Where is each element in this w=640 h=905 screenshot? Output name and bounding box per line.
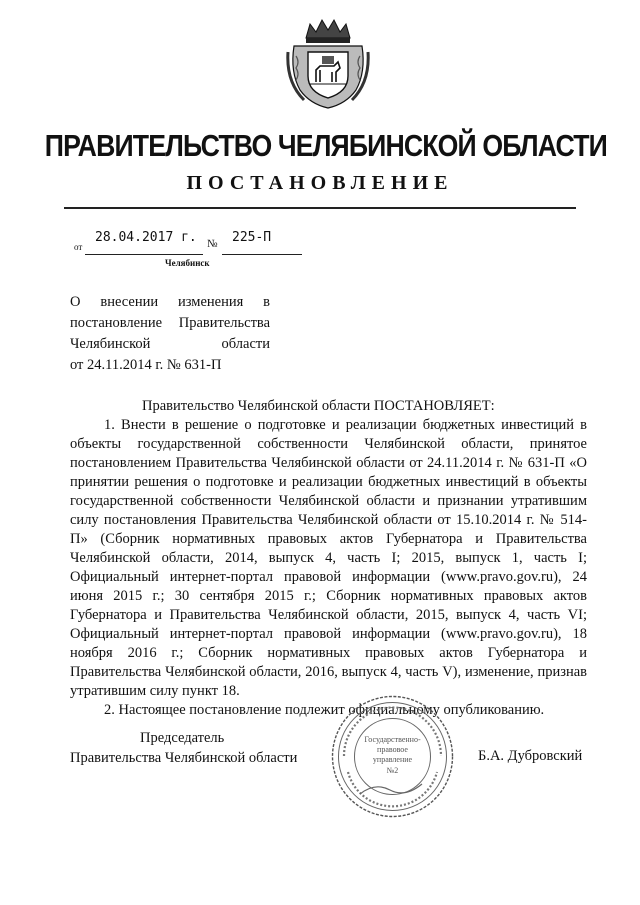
document-date: 28.04.2017 г. [95, 230, 197, 245]
body-item-1: 1. Внести в решение о подготовке и реализации бюджетных инвестиций в объекты государственной собственности Челябинской области, принятое постановлением Правительства Челябинской области от 24.11.2014 г. № 631-П «О принятии решения о подготовке и реализации бюджетных инвестиций в объекты государственной собственности Челябинской области и признании утратившим силу постановления Правительства Челябинской области от 15.10.2014 г. № 514-П» (Сборник нормативных правовых актов Губернатора и Правительства Челябинской области, 2014, выпуск 4, часть I; 2015, выпуск 1, часть I; Официальный интернет-портал правовой информации (www.pravo.gov.ru), 24 июня 2015 г.; 30 сентября 2015 г.; Сборник нормативных правовых актов Губернатора и Правительства Челябинской области, 2015, выпуск 4, часть VI; Официальный интернет-портал правовой информации (www.pravo.gov.ru), 18 ноября 2016 г.; Сборник нормативных правовых актов Губернатора и Правительства Челябинской области, 2016, выпуск 4, часть V), изменение, признав утратившим силу пункт 18. [70, 417, 587, 699]
subject-line: О внесении изменения в [70, 294, 270, 310]
document-body [70, 397, 587, 720]
number-underline [222, 254, 302, 255]
document-number: 225-П [232, 230, 272, 245]
signatory-title-line2: Правительства Челябинской области [70, 750, 298, 766]
document-type: ПОСТАНОВЛЕНИЕ [186, 172, 454, 194]
stamp-text: правовое [377, 745, 408, 754]
signatory-name: Б.А. Дубровский [478, 748, 583, 764]
signatory-title-line1: Председатель [140, 730, 225, 746]
number-label: № [207, 238, 218, 250]
subject-line: от 24.11.2014 г. № 631-П [70, 357, 222, 373]
stamp-text: Государственно- [364, 735, 421, 744]
header-divider [64, 207, 576, 209]
document-city: Челябинск [165, 258, 210, 268]
subject-line: постановление Правительства [70, 315, 270, 331]
subject-line: Челябинской области [70, 336, 270, 352]
official-stamp [330, 694, 455, 819]
stamp-text: управление [372, 755, 413, 764]
date-label: от [74, 242, 83, 252]
stamp-text: №2 [386, 766, 399, 775]
stamp-seal-icon [330, 694, 455, 819]
signatory-title [70, 728, 297, 768]
document-subject [70, 292, 270, 376]
coat-of-arms-icon [286, 12, 370, 110]
government-title: ПРАВИТЕЛЬСТВО ЧЕЛЯБИНСКОЙ ОБЛАСТИ [44, 128, 607, 163]
body-lead: Правительство Челябинской области ПОСТАНОВЛЯЕТ: [142, 398, 495, 414]
body-item-2: 2. Настоящее постановление подлежит официальному опубликованию. [104, 702, 545, 718]
date-underline [85, 254, 203, 255]
